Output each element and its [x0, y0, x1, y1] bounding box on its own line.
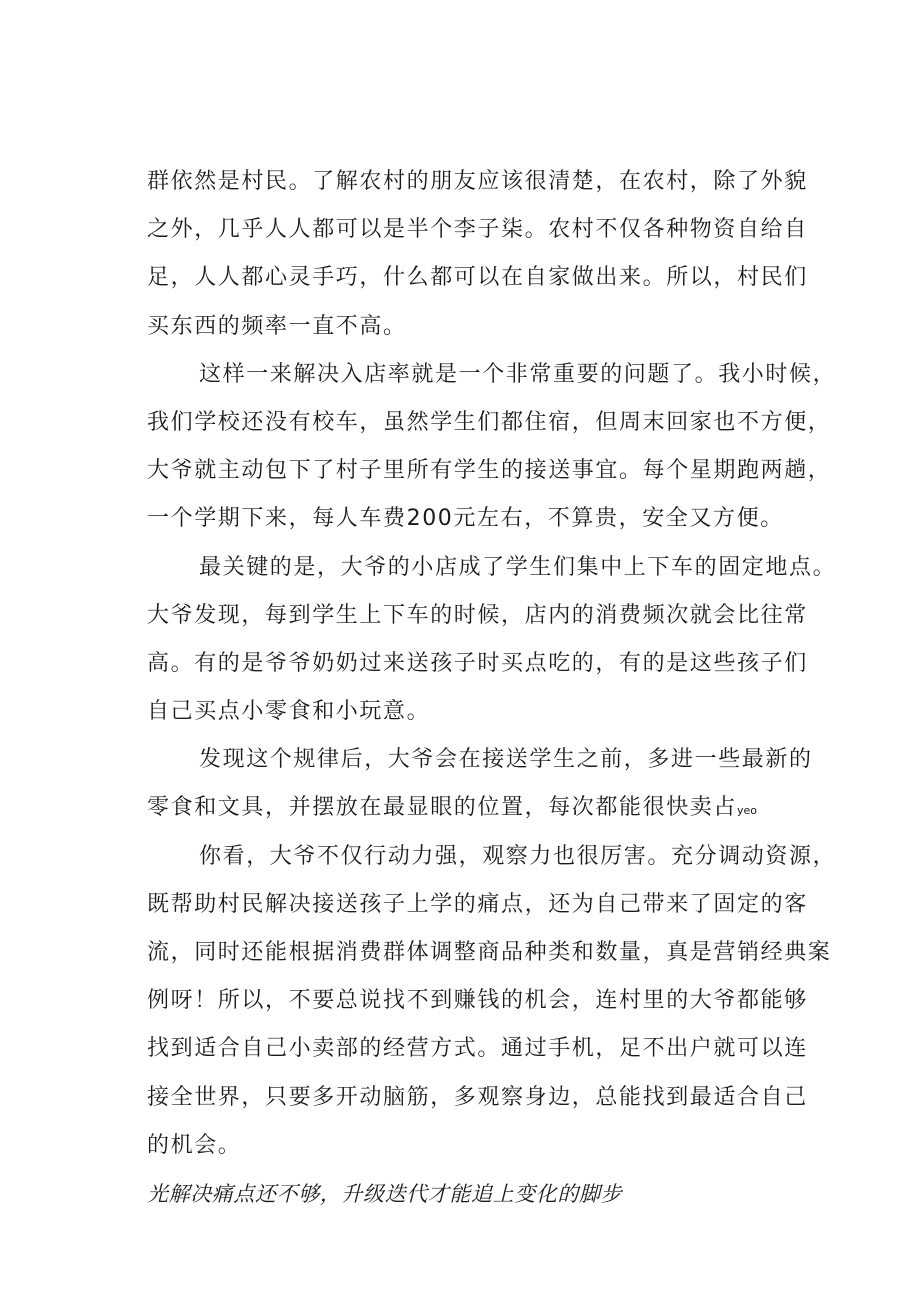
text-line: 流，同时还能根据消费群体调整商品种类和数量，真是营销经典案	[147, 940, 832, 965]
text-line: 一个学期下来，每人车费200元左右，不算贵，安全又方便。	[147, 506, 784, 532]
text-line: 的机会。	[147, 1132, 242, 1158]
text-line: 自己买点小零食和小玩意。	[147, 699, 431, 725]
trailing-small-text: yeo	[737, 804, 758, 818]
paragraph-start-line: 这样一来解决入店率就是一个非常重要的问题了。我小时候，	[199, 361, 837, 387]
text-line: 群依然是村民。了解农村的朋友应该很清楚，在农村，除了外貌	[147, 169, 808, 194]
text-line: 例呀！所以，不要总说找不到赚钱的机会，连村里的大爷都能够	[147, 988, 808, 1014]
text-line: 买东西的频率一直不高。	[147, 313, 407, 339]
section-heading: 光解决痛点还不够，升级迭代才能追上变化的脚步	[147, 1181, 623, 1206]
text-line: 之外，几乎人人都可以是半个李子柒。农村不仅各种物资自给自	[147, 217, 808, 243]
paragraph-start-line: 你看，大爷不仅行动力强，观察力也很厉害。充分调动资源，	[199, 843, 837, 869]
text-line: 找到适合自己小卖部的经营方式。通过手机，足不出户就可以连	[147, 1036, 808, 1062]
text-line: 高。有的是爷爷奶奶过来送孩子时买点吃的，有的是这些孩子们	[147, 650, 808, 676]
text-line: 接全世界，只要多开动脑筋，多观察身边，总能找到最适合自己	[147, 1084, 808, 1110]
paragraph-start-line: 发现这个规律后，大爷会在接送学生之前，多进一些最新的	[199, 747, 813, 773]
text-line: 足，人人都心灵手巧，什么都可以在自家做出来。所以，村民们	[147, 265, 808, 291]
text-line: 既帮助村民解决接送孩子上学的痛点，还为自己带来了固定的客	[147, 891, 808, 917]
text-line-main: 零食和文具，并摆放在最显眼的位置，每次都能很快卖占	[147, 795, 738, 821]
text-line	[147, 784, 802, 832]
body-text	[147, 158, 837, 1218]
text-line: 大爷就主动包下了村子里所有学生的接送事宜。每个星期跑两趟，	[147, 458, 832, 484]
paragraph-start-line: 最关键的是，大爷的小店成了学生们集中上下车的固定地点。	[199, 554, 837, 580]
text-line: 大爷发现，每到学生上下车的时候，店内的消费频次就会比往常	[147, 602, 808, 628]
text-line: 我们学校还没有校车，虽然学生们都住宿，但周末回家也不方便，	[147, 409, 832, 435]
